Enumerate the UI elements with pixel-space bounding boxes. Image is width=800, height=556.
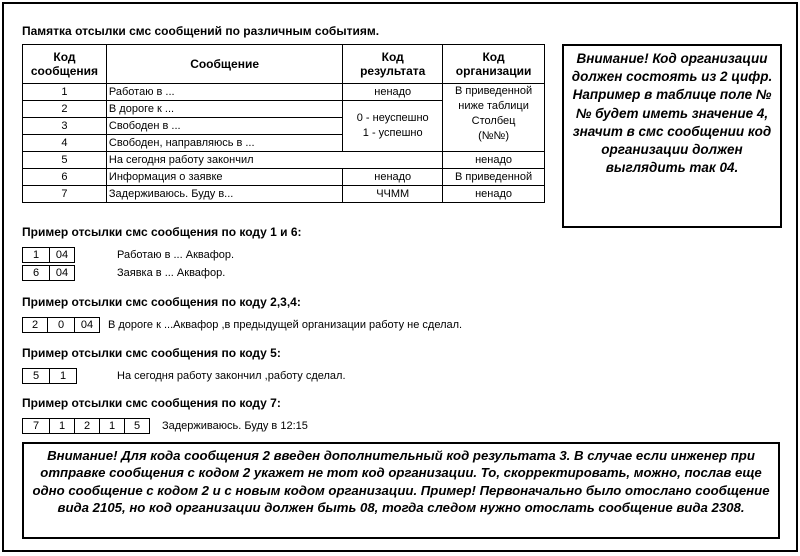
page-title: Памятка отсылки смс сообщений по различным событиям. <box>22 24 380 38</box>
example-heading: Пример отсылки смс сообщения по коду 5: <box>22 346 281 360</box>
cell-result: ненадо <box>343 84 443 101</box>
sms-digit-box: 1 <box>50 418 75 434</box>
cell-result-merged: 0 - неуспешно 1 - успешно <box>343 101 443 152</box>
codes-table <box>22 44 545 203</box>
cell-org: ненадо <box>443 186 545 203</box>
cell-code: 4 <box>23 135 107 152</box>
cell-org: В приведенной <box>443 169 545 186</box>
example-text: Работаю в ... Аквафор. <box>117 249 235 261</box>
cell-message: На сегодня работу закончил <box>106 152 442 169</box>
sms-code-boxes <box>22 247 75 263</box>
sms-digit-box: 1 <box>22 247 50 263</box>
cell-message: Задерживаюсь. Буду в... <box>106 186 342 203</box>
example-text: Задерживаюсь. Буду в 12:15 <box>162 420 308 432</box>
table-row <box>23 152 545 169</box>
example-heading: Пример отсылки смс сообщения по коду 7: <box>22 396 281 410</box>
cell-result: ЧЧММ <box>343 186 443 203</box>
example-heading: Пример отсылки смс сообщения по коду 2,3,4: <box>22 295 301 309</box>
cell-result: ненадо <box>343 169 443 186</box>
sms-digit-box: 6 <box>22 265 50 281</box>
example-row <box>22 368 346 384</box>
cell-code: 6 <box>23 169 107 186</box>
cell-org-merged: В приведенной ниже таблици Столбец (№№) <box>443 84 545 152</box>
example-text: На сегодня работу закончил ,работу сделал. <box>117 370 346 382</box>
cell-org: ненадо <box>443 152 545 169</box>
cell-code: 1 <box>23 84 107 101</box>
sms-digit-box: 5 <box>22 368 50 384</box>
cell-message: Информация о заявке <box>106 169 342 186</box>
sms-code-boxes <box>22 368 77 384</box>
example-text: Заявка в ... Аквафор. <box>117 267 226 279</box>
sms-digit-box: 04 <box>50 265 75 281</box>
example-heading: Пример отсылки смс сообщения по коду 1 и 6: <box>22 225 302 239</box>
table-row <box>23 84 545 101</box>
sms-digit-box: 2 <box>75 418 100 434</box>
table-row <box>23 169 545 186</box>
sms-code-boxes <box>22 317 100 333</box>
sms-digit-box: 5 <box>125 418 150 434</box>
cell-code: 3 <box>23 118 107 135</box>
cell-code: 7 <box>23 186 107 203</box>
cell-code: 2 <box>23 101 107 118</box>
page <box>2 2 798 552</box>
header-message: Сообщение <box>106 45 342 84</box>
correction-notice: Внимание! Для кода сообщения 2 введен дополнительный код результата 3. В случае если инженер при отправке сообщения с кодом 2 укажет не тот код организации. То, скорректировать, можно, послав еще одно сообщение с кодом 2 и с новым кодом организации. Пример! Первоначально было отослано сообщение вида 2105, но код организации должен быть 08, тогда следом нужно отослать сообщение вида 2308. <box>22 442 780 539</box>
cell-code: 5 <box>23 152 107 169</box>
sms-digit-box: 04 <box>75 317 100 333</box>
header-org: Код организации <box>443 45 545 84</box>
cell-message: Работаю в ... <box>106 84 342 101</box>
sms-digit-box: 0 <box>48 317 75 333</box>
example-row <box>22 418 308 434</box>
header-code: Код сообщения <box>23 45 107 84</box>
sms-code-boxes <box>22 418 150 434</box>
sms-digit-box: 1 <box>50 368 77 384</box>
cell-message: В дороге к ... <box>106 101 342 118</box>
sms-digit-box: 04 <box>50 247 75 263</box>
cell-message: Свободен, направляюсь в ... <box>106 135 342 152</box>
table-header-row <box>23 45 545 84</box>
org-code-notice: Внимание! Код организации должен состоять из 2 цифр. Например в таблице поле №№ будет иметь значение 4, значит в смс сообщении код организации должен выглядить так 04. <box>562 44 782 228</box>
sms-digit-box: 2 <box>22 317 48 333</box>
sms-digit-box: 7 <box>22 418 50 434</box>
example-row <box>22 247 234 263</box>
example-text: В дороге к ...Аквафор ,в предыдущей организации работу не сделал. <box>108 319 463 331</box>
table-row <box>23 186 545 203</box>
example-row <box>22 265 225 281</box>
example-row <box>22 317 462 333</box>
header-result: Код результата <box>343 45 443 84</box>
sms-digit-box: 1 <box>100 418 125 434</box>
cell-message: Свободен в ... <box>106 118 342 135</box>
sms-code-boxes <box>22 265 75 281</box>
